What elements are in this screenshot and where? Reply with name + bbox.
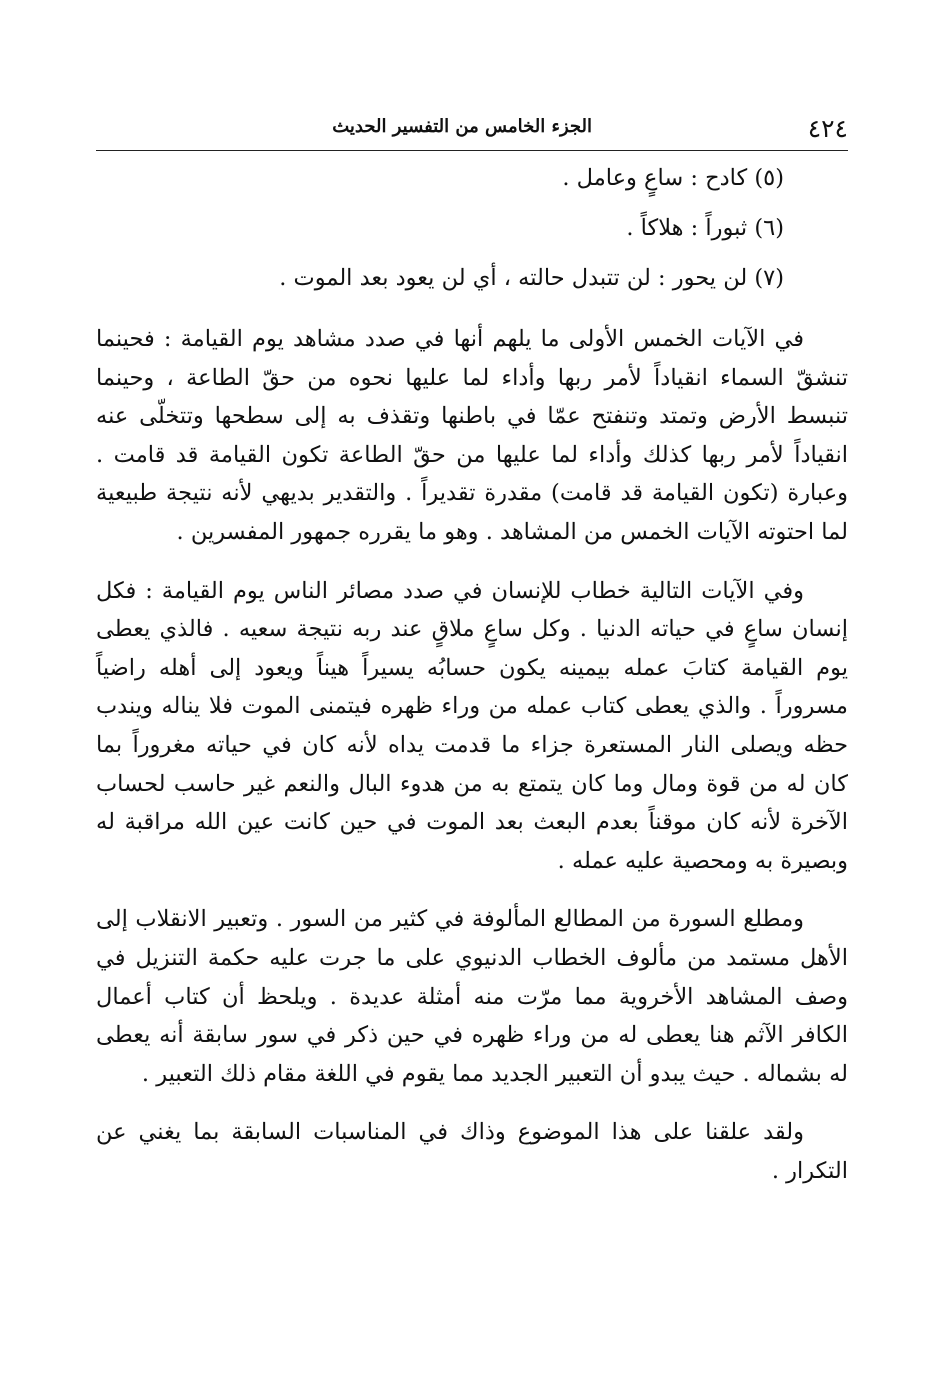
paragraph: في الآيات الخمس الأولى ما يلهم أنها في صدد مشاهد يوم القيامة : فحينما تنشقّ السماء انقياداً لأمر ربها وأداء لما عليها نحوه من حقّ الطاعة ، وحينما تنبسط الأرض وتمتد وتنفتح عمّا في باطنها وتقذف به إلى سطحها وتتخلّى عنه انقياداً لأمر ربها كذلك وأداء لما عليها من حقّ الطاعة تكون القيامة قد قامت . وعبارة (تكون القيامة قد قامت) مقدرة تقديراً . والتقدير بديهي لأنه نتيجة طبيعية لما احتوته الآيات الخمس من المشاهد . وهو ما يقرره جمهور المفسرين . <box>96 326 848 545</box>
running-title: الجزء الخامس من التفسير الحديث <box>332 116 592 137</box>
footnote-item: (٧) لن يحور : لن تتبدل حالته ، أي لن يعود بعد الموت . <box>279 265 784 291</box>
paragraph: ومطلع السورة من المطالع المألوفة في كثير من السور . وتعبير الانقلاب إلى الأهل مستمد من مألوف الخطاب الدنيوي على ما جرت عليه حكمة التنزيل في وصف المشاهد الأخروية مما مرّت منه أمثلة عديدة . ويلحظ أن كتاب أعمال الكافر الآثم هنا يعطى له من وراء ظهره في حين ذكر في سور سابقة أنه يعطى له بشماله . حيث يبدو أن التعبير الجديد مما يقوم في اللغة مقام ذلك التعبير . <box>96 906 848 1087</box>
footnote-item: (٥) كادح : ساعٍ وعامل . <box>562 165 784 191</box>
footnote-item: (٦) ثبوراً : هلاكاً . <box>626 215 784 241</box>
page-body <box>96 160 848 1210</box>
page-header <box>96 104 848 151</box>
paragraph: ولقد علقنا على هذا الموضوع وذاك في المناسبات السابقة بما يغني عن التكرار . <box>96 1119 848 1184</box>
page-number: ٤٢٤ <box>807 114 848 143</box>
paragraph: وفي الآيات التالية خطاب للإنسان في صدد مصائر الناس يوم القيامة : فكل إنسان ساعٍ في حياته الدنيا . وكل ساعٍ ملاقٍ عند ربه نتيجة سعيه . فالذي يعطى يوم القيامة كتابَ عمله بيمينه يكون حسابُه يسيراً هيناً ويعود إلى أهله راضياً مسروراً . والذي يعطى كتاب عمله من وراء ظهره فيتمنى الموت فلا يناله ويندب حظه ويصلى النار المستعرة جزاء ما قدمت يداه لأنه كان في حياته مغروراً بما كان له من قوة ومال وما كان يتمتع به من هدوء البال والنعم غير حاسب لحساب الآخرة لأنه كان موقناً بعدم البعث بعد الموت في حين كانت عين الله مراقبة له وبصيرة به ومحصية عليه عمله . <box>96 577 848 874</box>
footnote-list <box>96 160 848 296</box>
